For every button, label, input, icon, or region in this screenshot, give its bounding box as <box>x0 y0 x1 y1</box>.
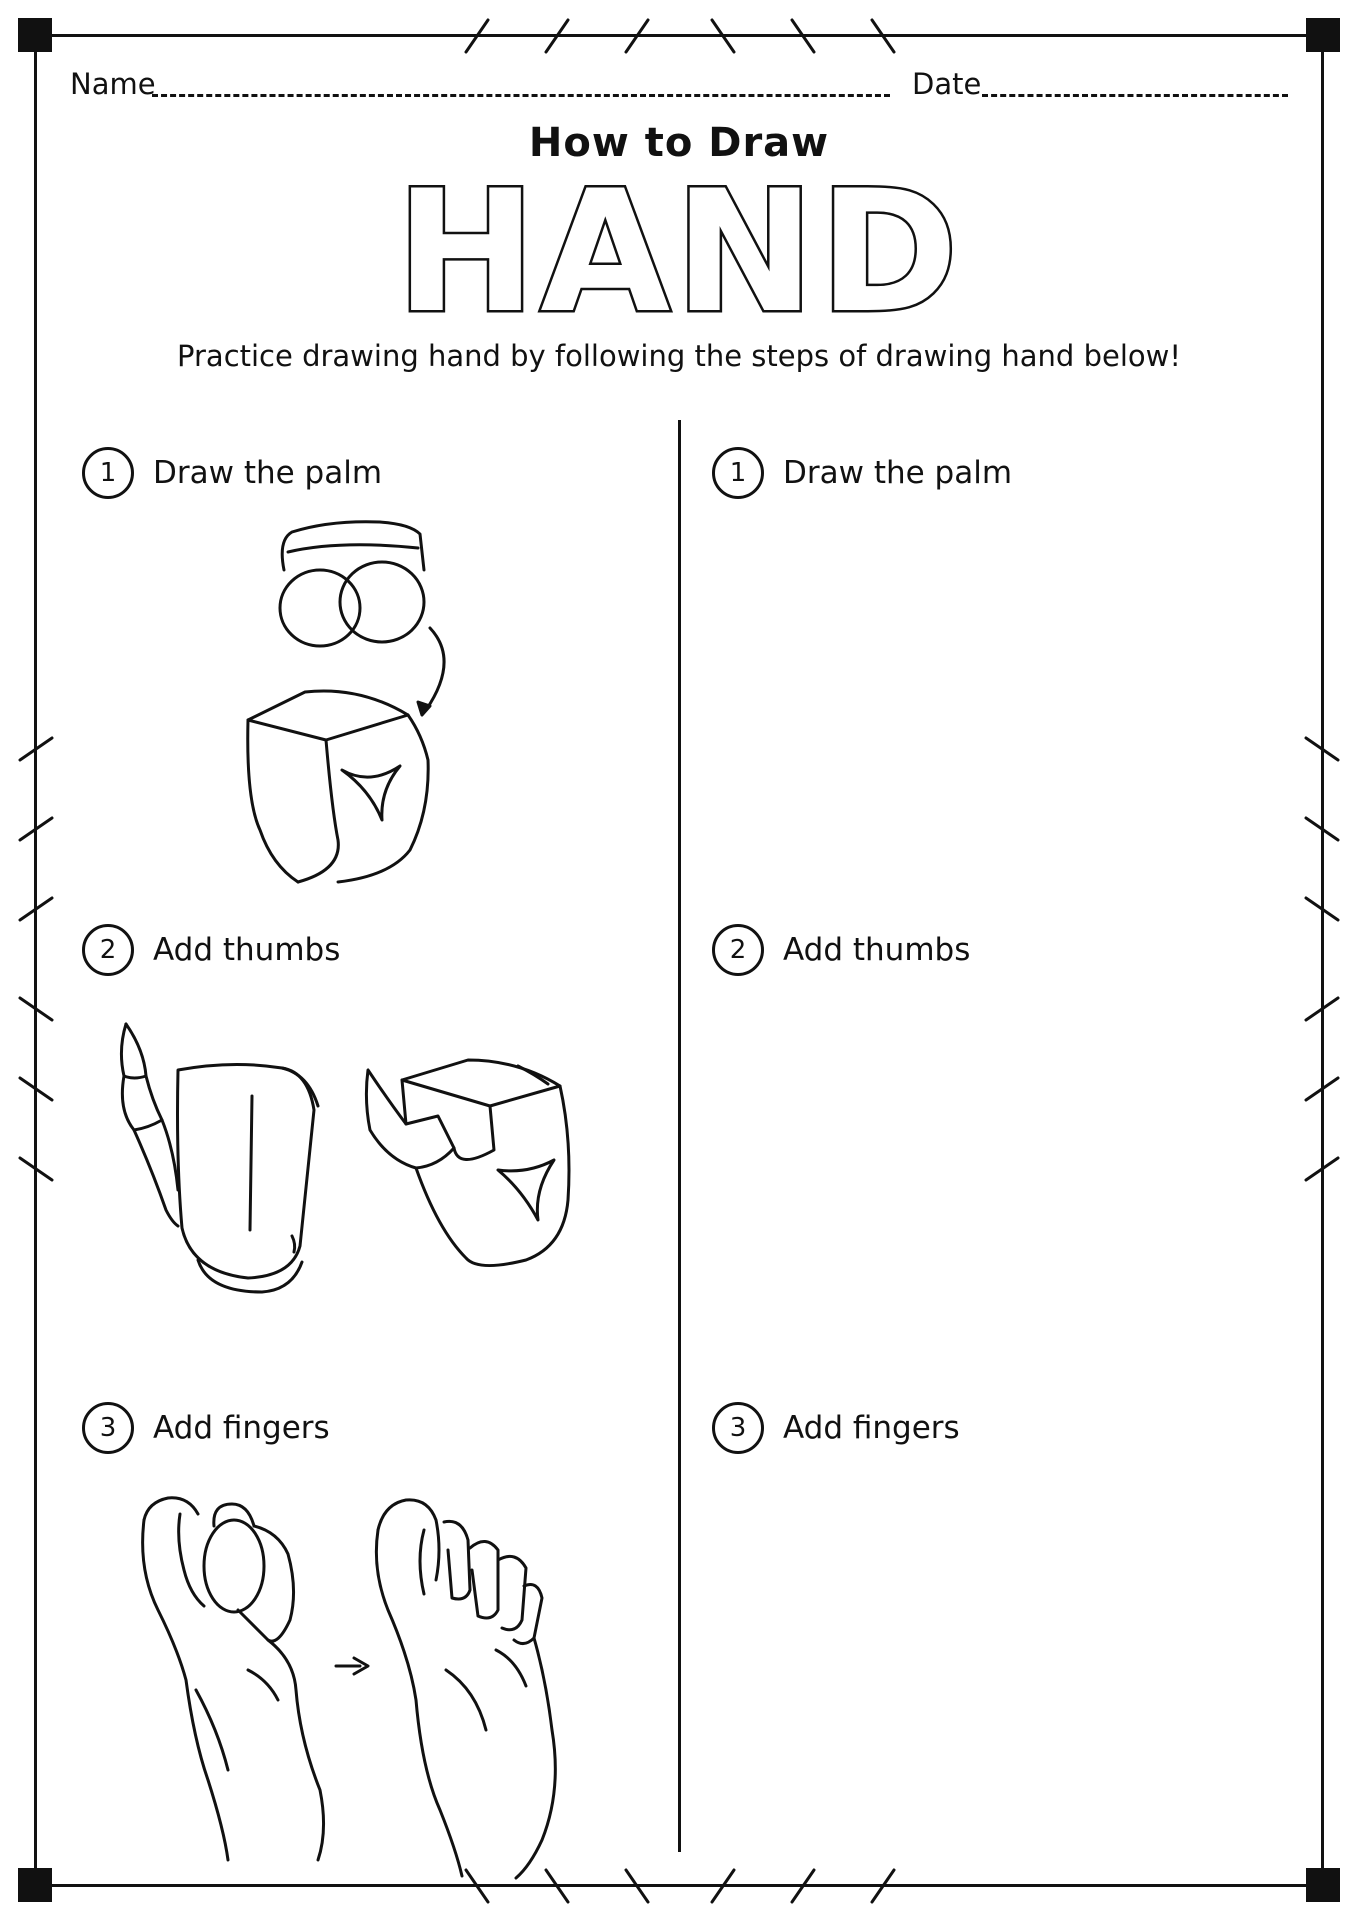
practice-step-2-number: 2 <box>712 924 764 976</box>
step-3-number: 3 <box>82 1402 134 1454</box>
palm-sketch <box>230 510 490 890</box>
title-hand <box>0 160 1358 330</box>
practice-step-3-label: Add fingers <box>783 1410 960 1446</box>
practice-step-1-label: Draw the palm <box>783 455 1013 491</box>
practice-area-step-1[interactable] <box>700 510 1300 890</box>
instructions-text: Practice drawing hand by following the steps of drawing hand below! <box>177 339 1181 373</box>
step-2-label: Add thumbs <box>153 932 341 968</box>
practice-step-3-number: 3 <box>712 1402 764 1454</box>
practice-step-2-label: Add thumbs <box>783 932 971 968</box>
step-1-number: 1 <box>82 447 134 499</box>
step-2-number: 2 <box>82 924 134 976</box>
practice-area-step-3[interactable] <box>700 1470 1300 1850</box>
step-3-label: Add fingers <box>153 1410 330 1446</box>
fingers-sketch-right <box>366 1490 566 1880</box>
date-field[interactable] <box>982 94 1288 97</box>
column-divider <box>678 420 681 1852</box>
title-how-to-draw: How to Draw <box>528 120 830 166</box>
thumb-sketch-side <box>358 1050 578 1310</box>
name-label: Name <box>70 67 156 101</box>
thumb-sketch-front <box>112 1010 352 1310</box>
practice-step-1-number: 1 <box>712 447 764 499</box>
date-label: Date <box>912 67 982 101</box>
step-1-label: Draw the palm <box>153 455 383 491</box>
svg-text:HAND: HAND <box>395 160 963 330</box>
name-field[interactable] <box>152 94 890 97</box>
practice-area-step-2[interactable] <box>700 990 1300 1370</box>
fingers-sketch-left <box>128 1490 348 1870</box>
